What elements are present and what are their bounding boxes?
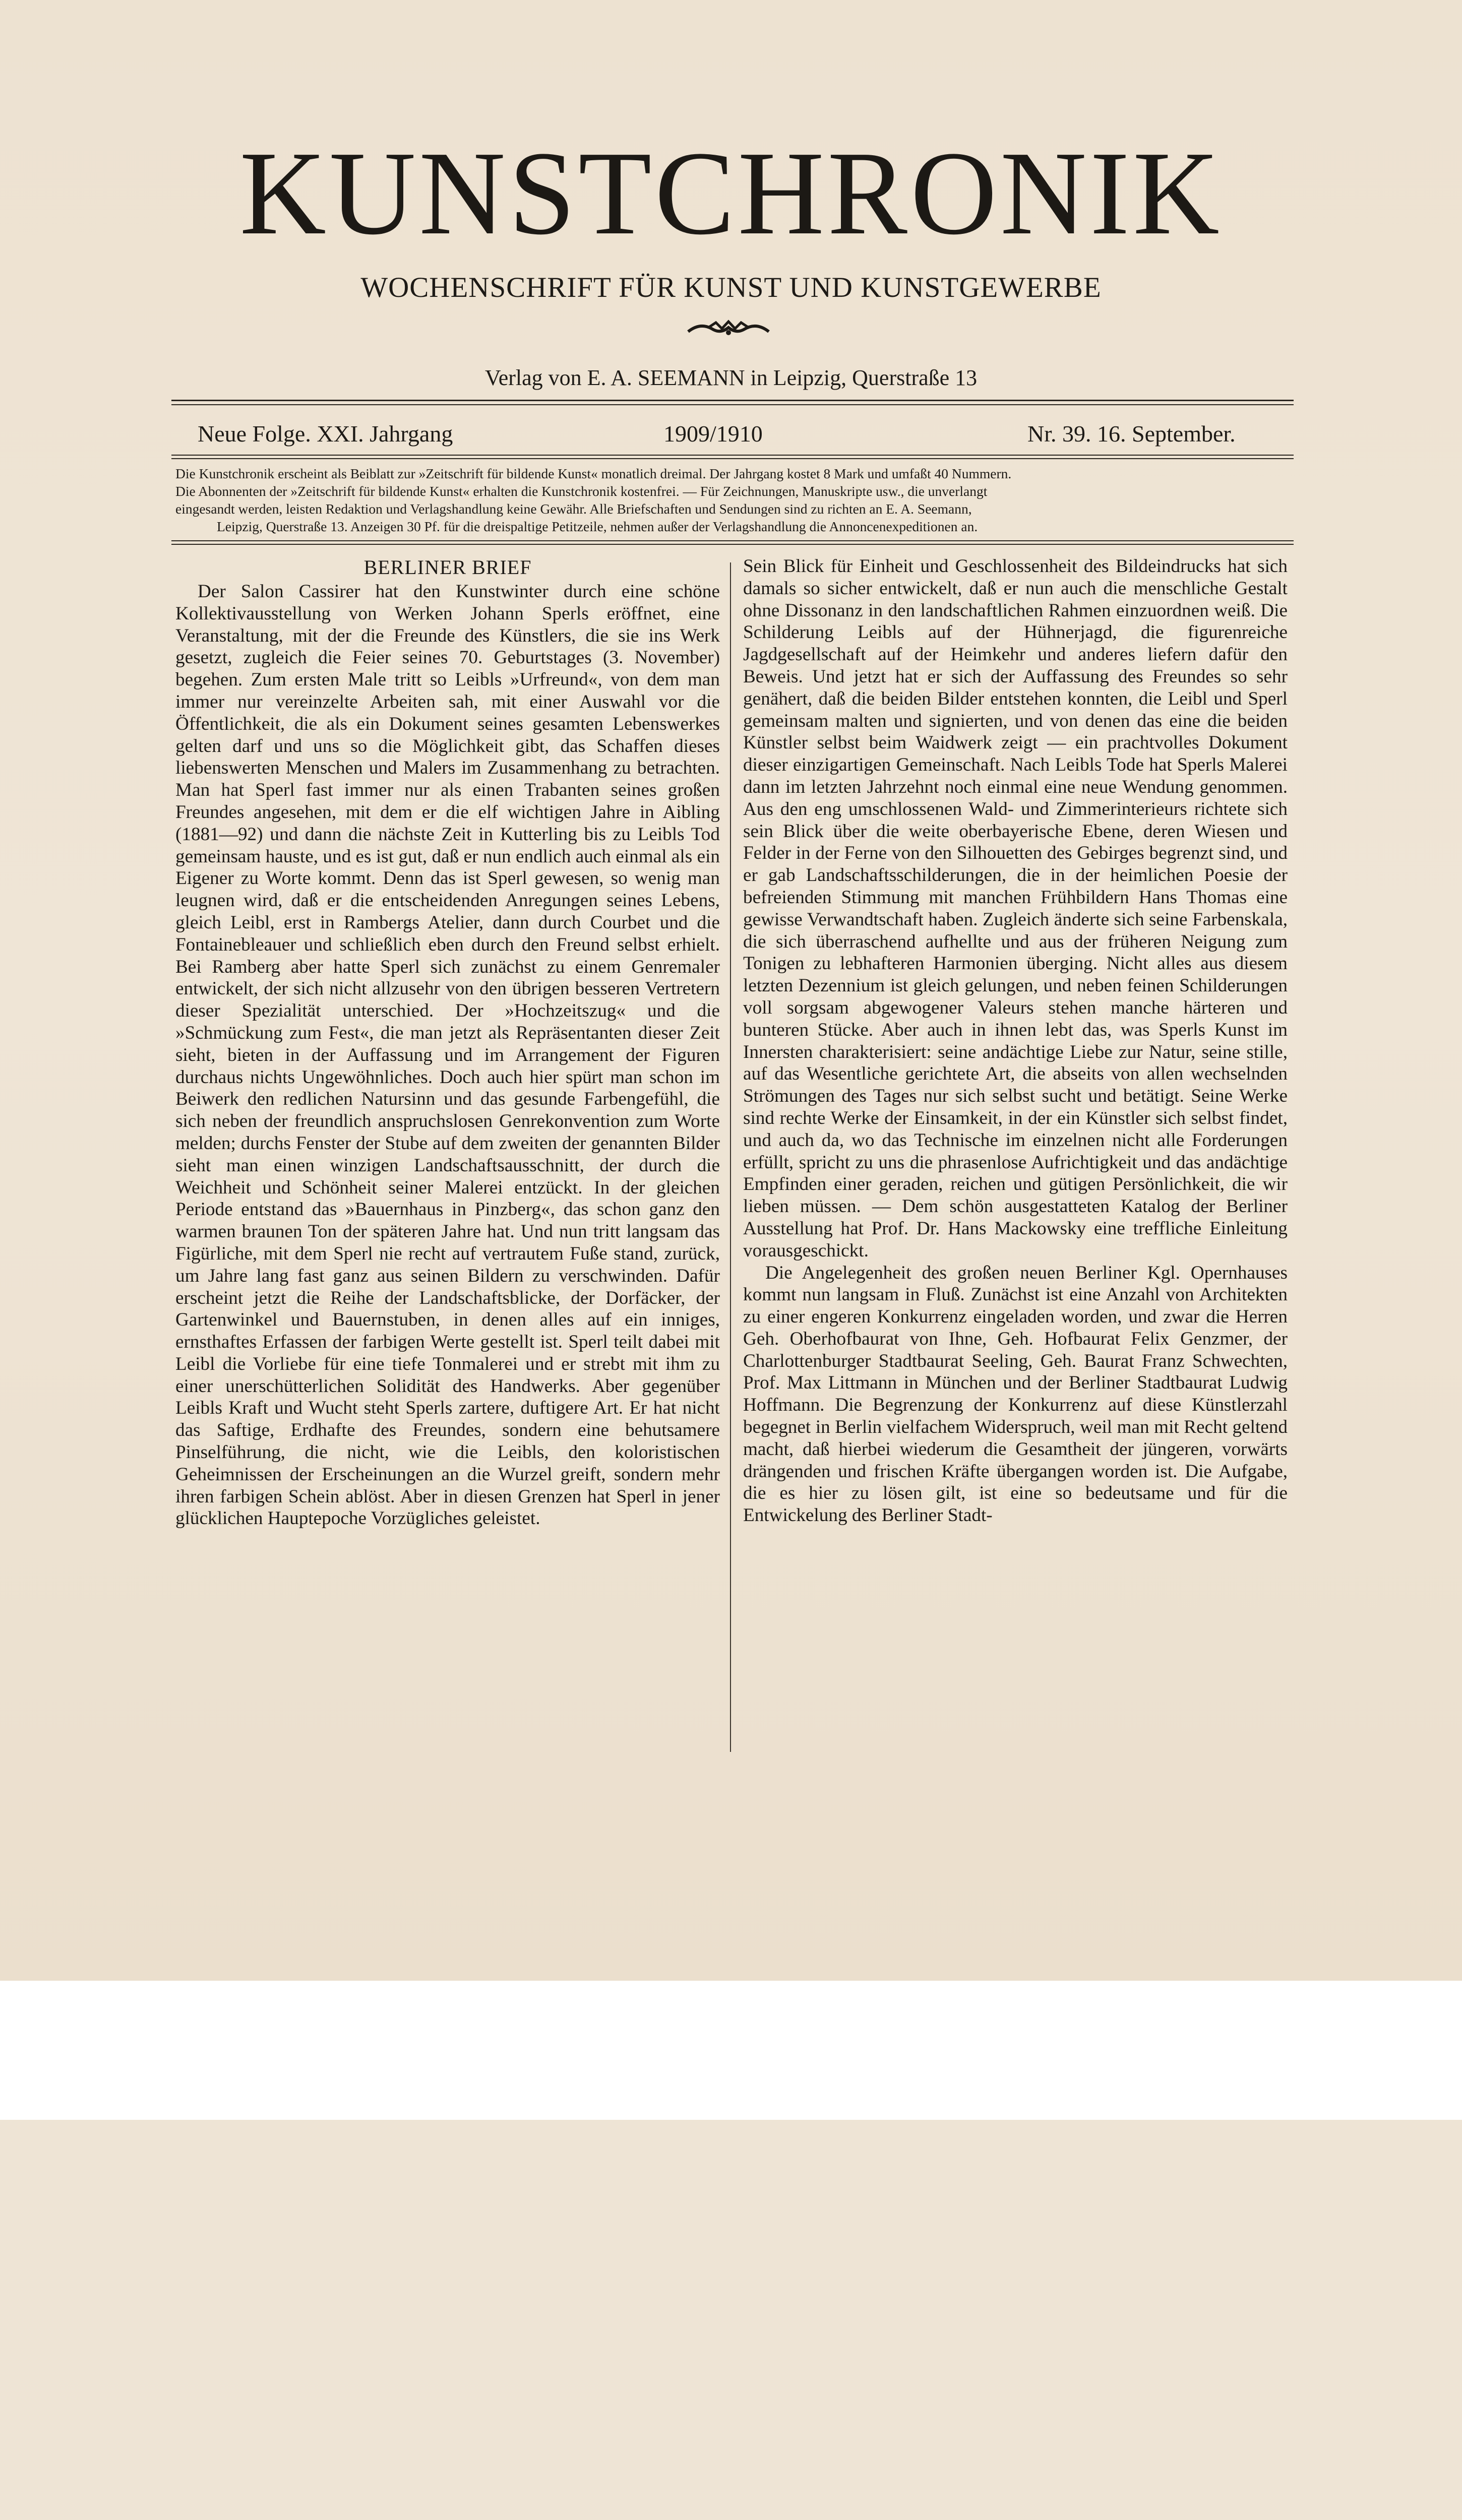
rule-bottom-1 [171, 540, 1294, 541]
rule-mid-2 [171, 458, 1294, 459]
rule-bottom-2 [171, 544, 1294, 545]
article-heading: BERLINER BRIEF [363, 556, 532, 579]
masthead-subtitle: WOCHENSCHRIFT FÜR KUNST UND KUNSTGEWERBE [360, 272, 1102, 303]
issue-number-date: Nr. 39. 16. September. [1027, 421, 1236, 447]
notice-line: eingesandt werden, leisten Redaktion und Verlagshandlung keine Gewähr. Alle Briefschaften und Sendungen sind zu richten an E. A. Seemann, [175, 501, 972, 517]
notice-line: Leipzig, Querstraße 13. Anzeigen 30 Pf. für die dreispaltige Petitzeile, nehmen außer der Verlagshandlung die Annoncenexpeditionen an. [217, 519, 978, 534]
issue-series: Neue Folge. XXI. Jahrgang [198, 421, 453, 447]
publisher-line: Verlag von E. A. SEEMANN in Leipzig, Querstraße 13 [484, 365, 978, 390]
notice-line: Die Kunstchronik erscheint als Beiblatt zur »Zeitschrift für bildende Kunst« monatlich dreimal. Der Jahrgang kostet 8 Mark und umfaßt 40 Nummern. [175, 466, 1012, 481]
masthead-title: KUNSTCHRONIK [239, 127, 1223, 260]
ornament-icon [686, 317, 771, 339]
rule-top-2 [171, 404, 1294, 405]
column-divider [730, 562, 731, 1752]
article-paragraph: Die Angelegenheit des großen neuen Berliner Kgl. Opernhauses kommt nun langsam in Fluß. Zunächst ist eine Anzahl von Architekten zu einer engeren Konkurrenz eingeladen worden, und zwar die Herren Geh. Oberhofbaurat von Ihne, Geh. Hofbaurat Felix Genzmer, der Charlottenburger Stadtbaurat Seeling, Geh. Baurat Franz Schwechten, Prof. Max Littmann in München und der Berliner Stadtbaurat Ludwig Hoffmann. Die Begrenzung der Konkurrenz auf diese Künstlerzahl begegnet in Berlin vielfachem Widerspruch, weil man mit Recht geltend macht, daß hierbei wiederum die Gesamtheit der jüngeren, vorwärts drängenden und frischen Kräfte übergangen worden ist. Die Aufgabe, die es hier zu lösen gilt, ist eine so bedeutsame und für die Entwickelung des Berliner Stadt- [743, 1262, 1288, 1526]
rule-top-1 [171, 400, 1294, 401]
subscription-notice [175, 465, 1290, 535]
article-column-left [175, 555, 720, 1530]
digitization-footer [0, 1981, 1462, 2120]
article-column-right [743, 555, 1288, 1527]
article-paragraph: Der Salon Cassirer hat den Kunstwinter durch eine schöne Kollektivausstellung von Werken Johann Sperls eröffnet, eine Veranstaltung, mit der die Freunde des Künstlers, die sie ins Werk gesetzt, zugleich die Feier seines 70. Geburtstages (3. November) begehen. Zum ersten Male tritt so Leibls »Urfreund«, von dem man immer nur vereinzelte Arbeiten sah, mit einer Auswahl vor die Öffentlichkeit, die als ein Dokument seines gesamten Lebenswerkes gelten darf und uns so die Möglichkeit gibt, das Schaffen dieses liebenswerten Menschen und Malers im Zusammenhang zu betrachten. Man hat Sperl fast immer nur als einen Trabanten seines großen Freundes angesehen, mit dem er die elf wichtigen Jahre in Aibling (1881—92) und dann die nächste Zeit in Kutterling bis zu Leibls Tod gemeinsam hauste, und es ist gut, daß er nun endlich auch einmal als ein Eigener zu Worte kommt. Denn das ist Sperl gewesen, so wenig man leugnen wird, daß er die entscheidenden Anregungen seines Lebens, gleich Leibl, erst in Rambergs Atelier, dann durch Courbet und die Fontainebleauer und schließlich eben durch den Freund selbst erhielt. Bei Ramberg aber hatte Sperl sich zunächst zu einem Genremaler entwickelt, der sich nicht allzusehr von den übrigen besseren Vertretern dieser Spezialität unterschied. Der »Hochzeitszug« und die »Schmückung zum Fest«, die man jetzt als Repräsentanten dieser Zeit sieht, bieten in der Auffassung und im Arrangement der Figuren durchaus nichts Ungewöhnliches. Doch auch hier spürt man schon im Beiwerk den redlichen Natursinn und das gesunde Farbengefühl, die sich neben der freundlich anspruchslosen Genrekonvention zum Worte melden; durchs Fenster der Stube auf dem zweiten der genannten Bilder sieht man einen winzigen Landschaftsausschnitt, der durch die Weichheit und Schönheit seiner Malerei entzückt. In der gleichen Periode entstand das »Bauernhaus in Pinzberg«, das schon ganz den warmen braunen Ton der späteren Jahre hat. Und nun tritt langsam das Figürliche, mit dem Sperl nie recht auf vertrautem Fuße stand, zurück, um Jahre lang fast ganz aus seinen Bildern zu verschwinden. Dafür erscheint jetzt die Reihe der Landschaftsblicke, der Dorfäcker, der Gartenwinkel und Bauernstuben, in denen alles auf ein inniges, ernsthaftes Erfassen der farbigen Werte gestellt ist. Sperl teilt dabei mit Leibl die Vorliebe für eine tiefe Tonmalerei und er strebt mit ihm zu einer unerschütterlichen Solidität des Handwerks. Aber gegenüber Leibls Kraft und Wucht steht Sperls zartere, duftigere Art. Er hat nicht das Saftige, Erdhafte des Freundes, sondern eine behutsamere Pinselführung, die nicht, wie die Leibls, den koloristischen Geheimnissen der Erscheinungen an die Wurzel greift, sondern mehr ihren farbigen Schein ablöst. Aber in diesen Grenzen hat Sperl in jener glücklichen Hauptepoche Vorzügliches geleistet. [175, 581, 720, 1529]
article-paragraph: Sein Blick für Einheit und Geschlossenheit des Bildeindrucks hat sich damals so sicher entwickelt, daß er nun auch die menschliche Gestalt ohne Dissonanz in den landschaftlichen Rahmen einzuordnen weiß. Die Schilderung Leibls auf der Hühnerjagd, die figurenreiche Jagdgesellschaft auf der Heimkehr und anderes liefern dafür den Beweis. Und jetzt hat er sich der Auffassung des Freundes so sehr genähert, daß die beiden Bilder entstehen konnten, die Leibl und Sperl gemeinsam malten und signierten, und von denen das eine die beiden Künstler selbst beim Waidwerk zeigt — ein prachtvolles Dokument dieser einzigartigen Gemeinschaft. Nach Leibls Tode hat Sperls Malerei dann im letzten Jahrzehnt noch einmal eine neue Wendung genommen. Aus den eng umschlossenen Wald- und Zimmerinterieurs richtete sich sein Blick über die weite oberbayerische Ebene, deren Wiesen und Felder in der Ferne von den Silhouetten des Gebirges begrenzt sind, und er gab Landschaftsschilderungen, die in der heimlichen Poesie der befreienden Stimmung mit manchen Frühbildern Hans Thomas eine gewisse Verwandtschaft haben. Zugleich änderte sich seine Farbenskala, die sich überraschend aufhellte und aus der früheren Neigung zum Tonigen zu lebhafteren Harmonien überging. Nicht alles aus diesem letzten Dezennium ist gleich gelungen, und neben feinen Schilderungen voll sorgsam abgewogener Valeurs stehen manche härteren und bunteren Stücke. Aber auch in ihnen lebt das, was Sperls Kunst im Innersten charakterisiert: seine andächtige Liebe zur Natur, seine stille, auf das Wesentliche gerichtete Art, die abseits von allen wechselnden Strömungen des Tages nur sich selbst sucht und betätigt. Seine Werke sind rechte Werke der Einsamkeit, in der ein Künstler sich selbst findet, und auch da, wo das Technische im einzelnen nicht alle Forderungen erfüllt, spricht zu uns die phrasenlose Aufrichtigkeit und das andächtige Empfinden einer geraden, reichen und gütigen Persönlichkeit, die wir lieben müssen. — Dem schön ausgestatteten Katalog der Berliner Ausstellung hat Prof. Dr. Hans Mackowsky eine treffliche Einleitung vorausgeschickt. [743, 556, 1288, 1261]
issue-years: 1909/1910 [663, 421, 763, 447]
notice-line: Die Abonnenten der »Zeitschrift für bildende Kunst« erhalten die Kunstchronik kostenfrei. — Für Zeichnungen, Manuskripte usw., die unverlangt [175, 483, 988, 499]
rule-mid-1 [171, 455, 1294, 456]
